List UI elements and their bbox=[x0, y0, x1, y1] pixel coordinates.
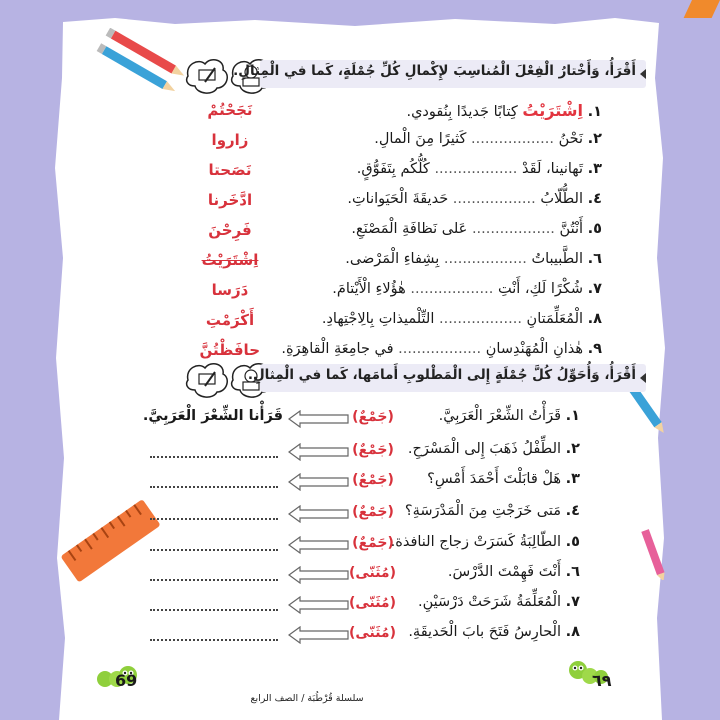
left-arrow-icon bbox=[288, 566, 350, 584]
exercise-row-6: ٦. الطَّبيباتُ .................. بِشِفاءِ الْمَرْضى. bbox=[345, 251, 602, 267]
transform-row-2: ٢. الطِّفْلُ ذَهَبَ إِلى الْمَسْرَحِ. bbox=[407, 441, 580, 457]
answer-line[interactable] bbox=[150, 456, 278, 458]
exercise-row-4: ٤. الطُّلّابُ .................. حَديقَةَ الْحَيَواناتِ. bbox=[347, 191, 602, 207]
exercise-row-5: ٥. أَنْتُنَّ .................. عَلى نَظافَةِ الْمَصْنَعِ. bbox=[351, 221, 602, 237]
fill-blank[interactable]: .................. bbox=[398, 341, 482, 357]
ruler-icon bbox=[55, 490, 165, 590]
exercise-row-3: ٣. تَهانينا، لَقَدْ .................. كُلُّكُم بِتَفَوُّقٍ. bbox=[356, 161, 602, 177]
instruction-banner bbox=[233, 60, 646, 88]
left-arrow-icon bbox=[288, 443, 350, 461]
fill-blank[interactable]: .................. bbox=[410, 281, 494, 297]
word-bank-verb: أَكْرَمْتِ bbox=[205, 311, 255, 329]
answer-line[interactable] bbox=[150, 639, 278, 641]
transform-row-7: ٧. الْمُعَلِّمَةُ شَرَحَتْ دَرْسَيْنِ. bbox=[418, 594, 580, 610]
left-arrow-icon bbox=[288, 410, 350, 428]
answer-line[interactable] bbox=[150, 579, 278, 581]
answer-example: قَرَأْنا الشِّعْرَ الْعَرَبِيَّ. bbox=[142, 408, 283, 424]
target-form-tag: (جَمْعٌ) bbox=[352, 535, 394, 551]
target-form-tag: (جَمْعٌ) bbox=[352, 472, 394, 488]
fill-blank[interactable]: .................. bbox=[471, 131, 554, 147]
left-arrow-icon bbox=[288, 505, 350, 523]
answer-line[interactable] bbox=[150, 549, 278, 551]
instruction-text: أَقْرَأُ، وَأُحَوِّلُ كُلَّ جُمْلَةٍ إِلى الْمَطْلوبِ أَمامَها، كَما في الْمِثالِ. bbox=[247, 367, 636, 383]
exercise-row-7: ٧. شُكْرًا لَكِ، أَنْتِ .................. هٰؤُلاءِ الْأَيْتامَ. bbox=[332, 281, 602, 297]
exercise-row-1: ١. اِشْتَرَيْتُ كِتابًا جَديدًا بِنُقودي. bbox=[406, 101, 602, 120]
answer-line[interactable] bbox=[150, 486, 278, 488]
exercise-row-9: ٩. هٰذانِ الْمُهَنْدِسانِ .................. في جامِعَةِ الْقاهِرَةِ. bbox=[281, 341, 602, 357]
triangle-bullet-icon bbox=[640, 69, 646, 79]
transform-row-8: ٨. الْحارِسُ فَتَحَ بابَ الْحَديقَةِ. bbox=[408, 624, 580, 640]
exercise-row-8: ٨. الْمُعَلِّمَتانِ .................. التِّلْميذاتِ بِالِاجْتِهادِ. bbox=[321, 311, 602, 327]
word-bank-verb: ادَّخَرنا bbox=[207, 191, 253, 209]
pencil-icon bbox=[630, 520, 670, 580]
target-form-tag: (مُثَنّى) bbox=[348, 595, 396, 611]
word-bank-verb: نَصَحتا bbox=[208, 161, 252, 179]
target-form-tag: (جَمْعٌ) bbox=[352, 409, 394, 425]
word-bank-verb: زاروا bbox=[211, 131, 249, 149]
answer-line[interactable] bbox=[150, 609, 278, 611]
pencil-icon bbox=[90, 28, 190, 108]
word-bank-verb: حافَظْتُنَّ bbox=[199, 341, 260, 359]
instruction-text: أَقْرَأُ، وَأَخْتارُ الْفِعْلَ الْمُناسِبَ لإِكْمالِ كُلِّ جُمْلَةٍ، كَما في الْمِثالِ. bbox=[233, 63, 636, 79]
page-number-right: ٦٩ bbox=[592, 671, 612, 690]
exercise-row-2: ٢. نَحْنُ .................. كَثيرًا مِنَ الْمالِ. bbox=[374, 131, 602, 147]
fill-blank[interactable]: .................. bbox=[452, 191, 536, 207]
fill-blank[interactable]: .................. bbox=[443, 251, 527, 267]
fill-blank[interactable]: .................. bbox=[438, 311, 522, 327]
transform-row-3: ٣. هَلْ قابَلْتَ أَحْمَدَ أَمْسِ؟ bbox=[427, 471, 580, 487]
word-bank-verb: فَرِحْنَ bbox=[208, 221, 252, 239]
triangle-bullet-icon bbox=[640, 373, 646, 383]
word-bank-verb: نَجَحْتُمْ bbox=[207, 101, 253, 119]
fill-blank[interactable]: .................. bbox=[434, 161, 518, 177]
transform-row-1: ١. قَرَأْتُ الشِّعْرَ الْعَرَبِيَّ. bbox=[438, 408, 580, 424]
left-arrow-icon bbox=[288, 596, 350, 614]
transform-row-5: ٥. الطّالِبَةُ كَسَرَتْ زجاج النافذة. bbox=[390, 534, 580, 550]
series-title: سلسلة قُرْطُبَة / الصف الرابع bbox=[250, 693, 364, 704]
word-bank-verb-used: اِشْتَرَيْتُ bbox=[201, 251, 259, 269]
left-arrow-icon bbox=[288, 536, 350, 554]
transform-row-6: ٦. أَنْتَ فَهِمْتَ الدَّرْسَ. bbox=[447, 564, 580, 580]
page-number-left: 69 bbox=[115, 671, 138, 690]
left-arrow-icon bbox=[288, 473, 350, 491]
corner-tab bbox=[684, 0, 720, 18]
left-arrow-icon bbox=[288, 626, 350, 644]
target-form-tag: (مُثَنّى) bbox=[348, 625, 396, 641]
target-form-tag: (جَمْعٌ) bbox=[352, 504, 394, 520]
answer-line[interactable] bbox=[150, 518, 278, 520]
answer-example: اِشْتَرَيْتُ bbox=[522, 101, 584, 120]
target-form-tag: (جَمْعٌ) bbox=[352, 442, 394, 458]
transform-row-4: ٤. مَتى خَرَجْتِ مِنَ الْمَدْرَسَةِ؟ bbox=[404, 503, 580, 519]
target-form-tag: (مُثَنّى) bbox=[348, 565, 396, 581]
fill-blank[interactable]: .................. bbox=[471, 221, 555, 237]
word-bank-verb: دَرَسا bbox=[211, 281, 249, 299]
instruction-banner bbox=[247, 364, 646, 392]
